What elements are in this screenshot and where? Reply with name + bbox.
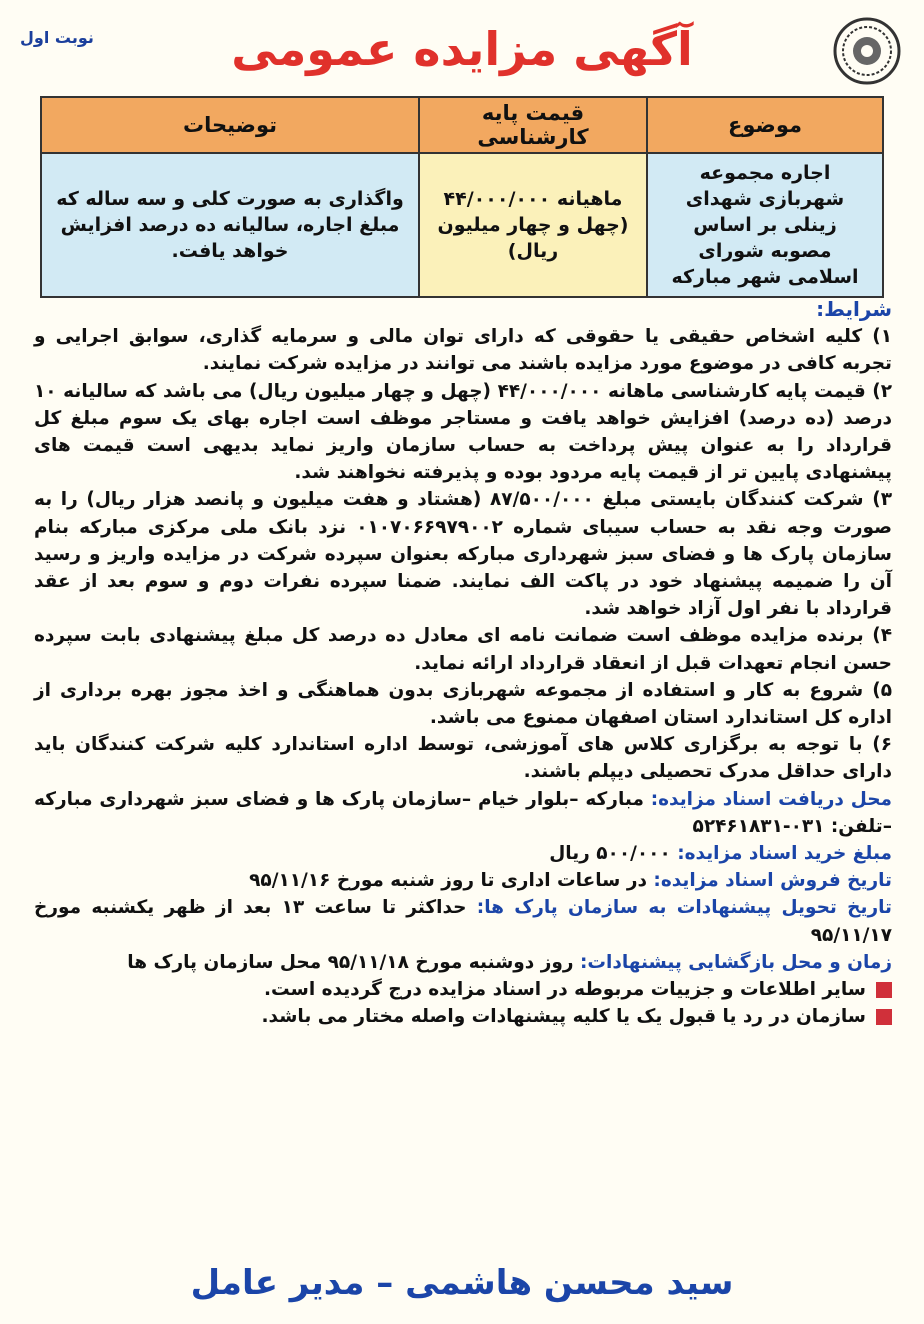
opening-value: روز دوشنبه مورخ ۹۵/۱۱/۱۸ محل سازمان پارک ها (127, 951, 574, 973)
condition-item: ۵) شروع به کار و استفاده از مجموعه شهربازی بدون هماهنگی و اخذ مجوز بهره برداری از اداره کل استاندارد استان اصفهان ممنوع می باشد. (34, 679, 892, 729)
red-square-bullet-icon (876, 1009, 892, 1025)
doc-place-value: مبارکه –بلوار خیام –سازمان پارک ها و فضای سبز شهرداری مبارکه –تلفن: ۰۳۱-۵۲۴۶۱۸۳۱ (34, 788, 892, 837)
table-row (42, 154, 882, 296)
header-price: قیمت پایه کارشناسی (418, 98, 646, 154)
municipality-emblem-icon (832, 16, 902, 86)
sale-date-label: تاریخ فروش اسناد مزایده: (653, 870, 892, 892)
condition-item: ۶) با توجه به برگزاری کلاس های آموزشی، توسط اداره استاندارد کلیه شرکت کنندگان باید دارای حداقل مدرک تحصیلی دیپلم باشند. (34, 734, 892, 783)
note-text: سایر اطلاعات و جزییات مربوطه در اسناد مزایده درج گردیده است. (264, 979, 866, 1001)
opening-line (34, 949, 892, 976)
signature: سید محسن هاشمی – مدیر عامل (190, 1263, 734, 1303)
red-square-bullet-icon (876, 982, 892, 998)
doc-place-line (34, 786, 892, 840)
cell-description: واگذاری به صورت کلی و سه ساله که مبلغ اجاره، سالیانه ده درصد افزایش خواهد یافت. (42, 154, 418, 296)
doc-price-line (34, 840, 892, 867)
header-description: توضیحات (42, 98, 418, 154)
note-item (34, 976, 892, 1003)
condition-item: ۳) شرکت کنندگان بایستی مبلغ ۸۷/۵۰۰/۰۰۰ (هشتاد و هفت میلیون و پانصد هزار ریال) را به صورت وجه نقد به حساب سیبای شماره ۰۱۰۷۰۶۶۹۷۹۰۰۲ نزد بانک ملی مرکزی مبارکه بنام سازمان پارک ها و فضای سبز شهرداری مبارکه بعنوان سپرده شرکت در مزایده واریز و رسید آن را ضمیمه پیشنهاد خود در پاکت الف نمایند. ضمنا سپرده نفرات دوم و سوم بعد از عقد قرارداد با نفر اول آزاد خواهد شد. (34, 489, 892, 620)
note-item (34, 1003, 892, 1030)
header-subject: موضوع (646, 98, 882, 154)
sale-date-value: در ساعات اداری تا روز شنبه مورخ ۹۵/۱۱/۱۶ (249, 870, 647, 892)
sale-date-line (34, 867, 892, 894)
note-text: سازمان در رد یا قبول یک یا کلیه پیشنهادات واصله مختار می باشد. (261, 1006, 866, 1028)
auction-table (40, 96, 884, 298)
round-label: نوبت اول (20, 28, 94, 47)
opening-label: زمان و محل بازگشایی پیشنهادات: (580, 951, 892, 973)
cell-price: ماهیانه ۴۴/۰۰۰/۰۰۰ (چهل و چهار میلیون ریال) (418, 154, 646, 296)
doc-place-label: محل دریافت اسناد مزایده: (650, 788, 893, 810)
notice-body (34, 296, 892, 1030)
conditions-heading: شرایط: (816, 297, 892, 321)
doc-price-value: ۵۰۰/۰۰۰ ریال (549, 843, 671, 865)
table-header-row (42, 98, 882, 154)
cell-subject: اجاره مجموعه شهربازی شهدای زینلی بر اساس مصوبه شورای اسلامی شهر مبارکه (646, 154, 882, 296)
condition-item: ۴) برنده مزایده موظف است ضمانت نامه ای معادل ده درصد کل مبلغ پیشنهادی بابت سپرده حسن انجام تعهدات قبل از انعقاد قرارداد ارائه نماید. (34, 625, 892, 674)
doc-price-label: مبلغ خرید اسناد مزایده: (677, 843, 892, 865)
delivery-value: حداکثر تا ساعت ۱۳ بعد از ظهر یکشنبه مورخ ۹۵/۱۱/۱۷ (34, 897, 892, 946)
delivery-label: تاریخ تحویل پیشنهادات به سازمان پارک ها: (476, 897, 892, 919)
delivery-line (34, 894, 892, 948)
notice-title: آگهی مزایده عمومی (231, 22, 693, 76)
condition-item: ۱) کلیه اشخاص حقیقی یا حقوقی که دارای توان مالی و سرمایه گذاری، سوابق اجرایی و تجربه کافی در موضوع مورد مزایده باشند می توانند در مزایده شرکت نمایند. (34, 326, 892, 375)
condition-item: ۲) قیمت پایه کارشناسی ماهانه ۴۴/۰۰۰/۰۰۰ (چهل و چهار میلیون ریال) می باشد که سالیانه ۱۰ درصد (ده درصد) افزایش خواهد یافت و مستاجر موظف است اجاره بهای یک سوم مبلغ کل قرارداد را به عنوان پیش پرداخت به حساب سازمان واریز نماید بدیهی است قیمت های پیشنهادی پایین تر از قیمت پایه مردود بوده و پذیرفته نخواهند شد. (34, 380, 892, 484)
